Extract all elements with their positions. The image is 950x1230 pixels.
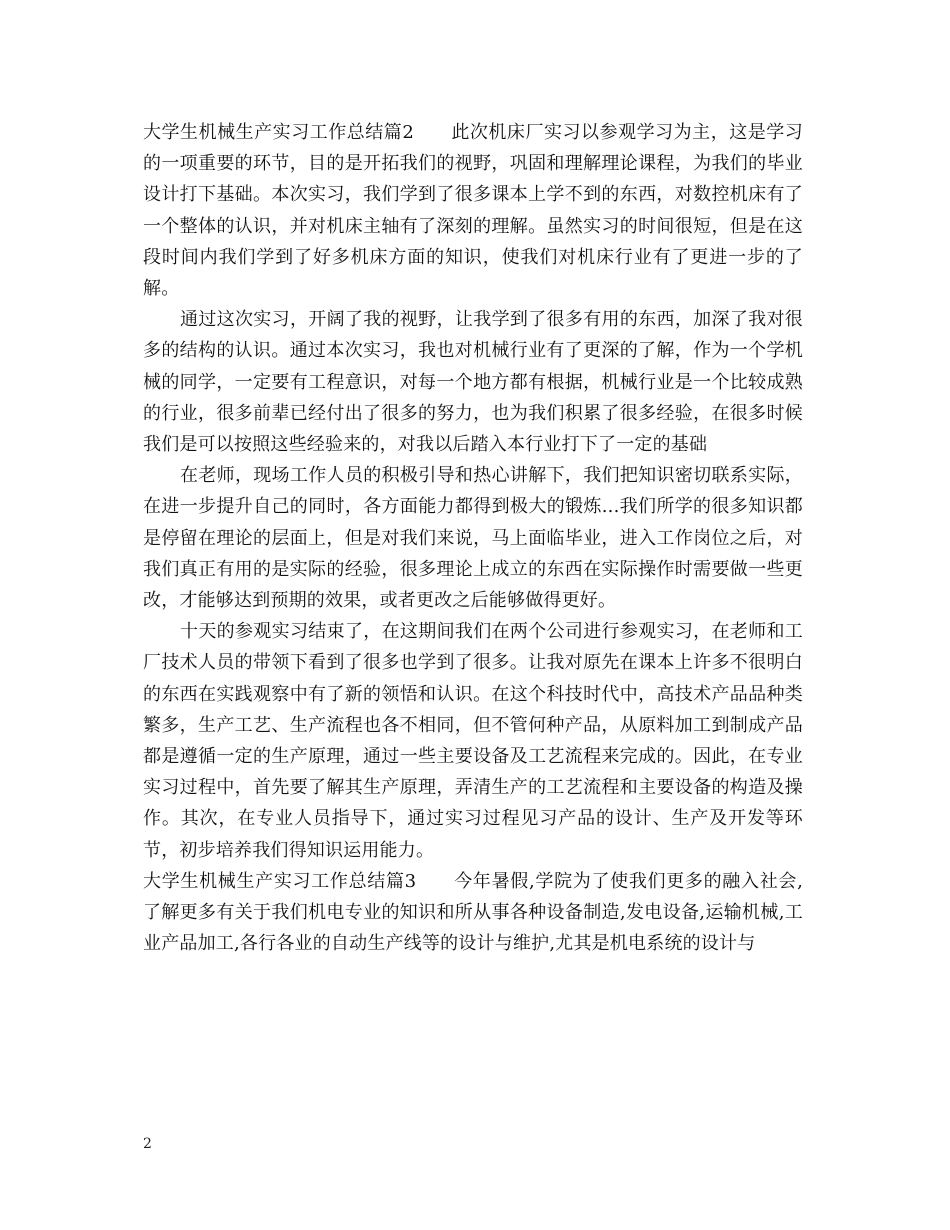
document-body [143,117,803,959]
paragraph-summary-2: 大学生机械生产实习工作总结篇2 此次机床厂实习以参观学习为主，这是学习的一项重要的环节，目的是开拓我们的视野，巩固和理解理论课程，为我们的毕业设计打下基础。本次实习，我们学到了很多课本上学不到的东西，对数控机床有了一个整体的认识，并对机床主轴有了深刻的理解。虽然实习的时间很短，但是在这段时间内我们学到了好多机床方面的知识，使我们对机床行业有了更进一步的了解。 [143,122,803,300]
paragraph-summary-3: 大学生机械生产实习工作总结篇3 今年暑假,学院为了使我们更多的融入社会,了解更多有关于我们机电专业的知识和所从事各种设备制造,发电设备,运输机械,工业产品加工,各行各业的自动生产线等的设计与维护,尤其是机电系统的设计与 [143,870,803,955]
paragraph-ten-days: 十天的参观实习结束了，在这期间我们在两个公司进行参观实习，在老师和工厂技术人员的带领下看到了很多也学到了很多。让我对原先在课本上许多不很明白的东西在实践观察中有了新的领悟和认识。在这个科技时代中，高技术产品品种类繁多，生产工艺、生产流程也各不相同，但不管何种产品，从原料加工到制成产品都是遵循一定的生产原理，通过一些主要设备及工艺流程来完成的。因此，在专业实习过程中，首先要了解其生产原理，弄清生产的工艺流程和主要设备的构造及操作。其次，在专业人员指导下，通过实习过程见习产品的设计、生产及开发等环节，初步培养我们得知识运用能力。 [143,621,803,861]
paragraph-vision: 通过这次实习，开阔了我的视野，让我学到了很多有用的东西，加深了我对很多的结构的认识。通过本次实习，我也对机械行业有了更深的了解，作为一个学机械的同学，一定要有工程意识，对每一个地方都有根据，机械行业是一个比较成熟的行业，很多前辈已经付出了很多的努力，也为我们积累了很多经验，在很多时候我们是可以按照这些经验来的，对我以后踏入本行业打下了一定的基础 [143,309,803,456]
paragraph-guidance: 在老师，现场工作人员的积极引导和热心讲解下，我们把知识密切联系实际，在进一步提升自己的同时，各方面能力都得到极大的锻炼...我们所学的很多知识都是停留在理论的层面上，但是对我们来说，马上面临毕业，进入工作岗位之后，对我们真正有用的是实际的经验，很多理论上成立的东西在实际操作时需要做一些更改，才能够达到预期的效果，或者更改之后能够做得更好。 [143,465,803,612]
page-number: 2 [143,1136,152,1152]
